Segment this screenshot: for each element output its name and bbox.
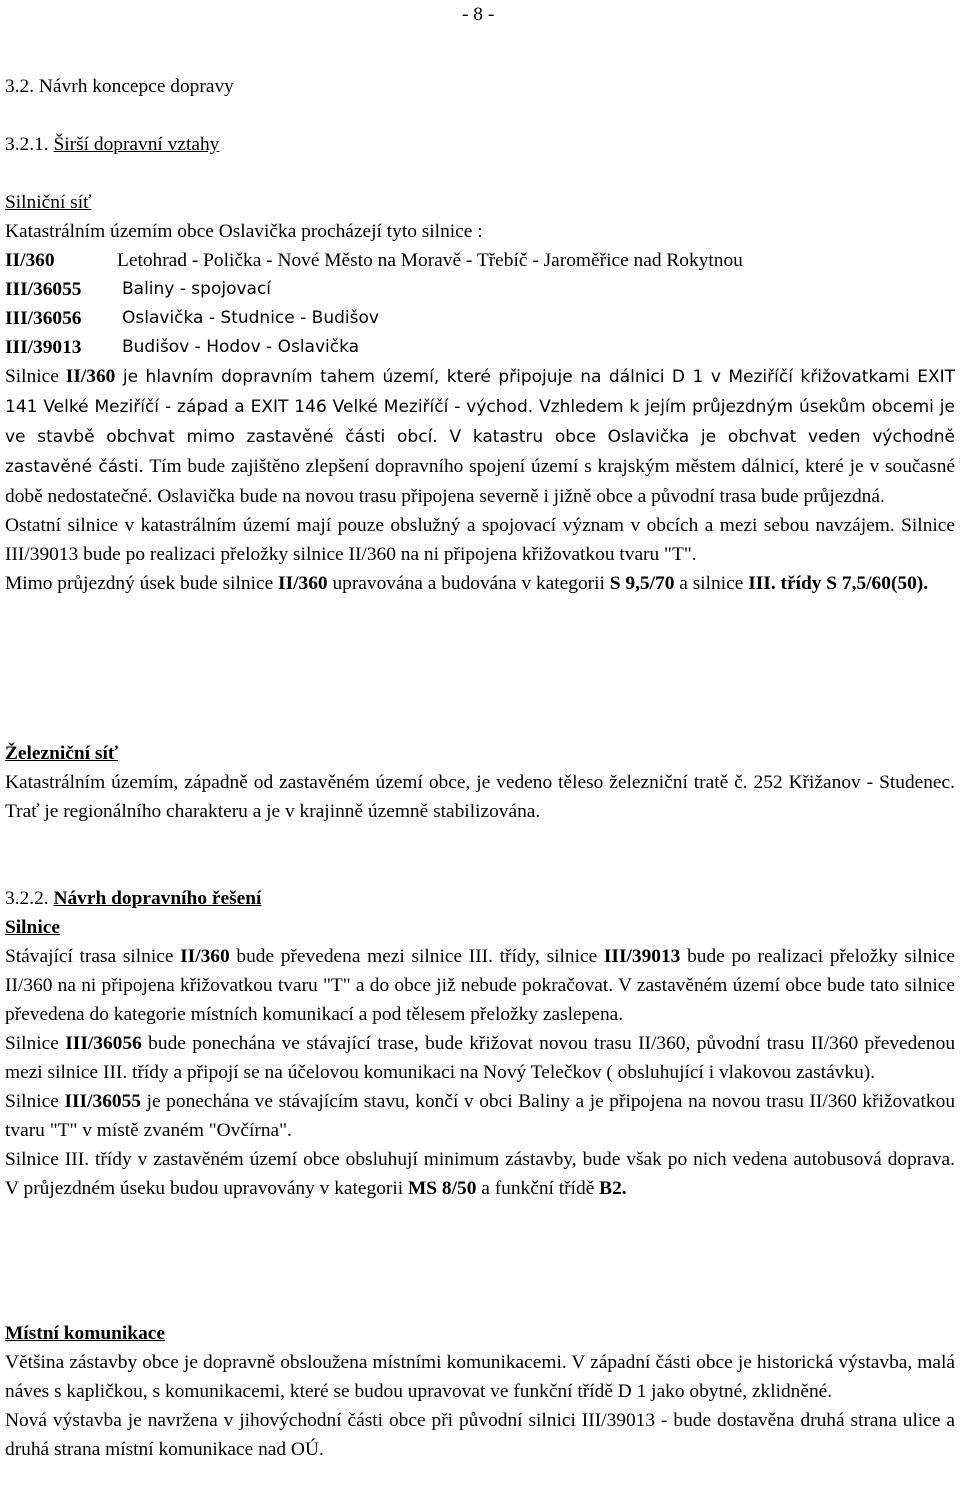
road-id: III/36056 [5,308,82,329]
zeleznicni-sit-heading: Železniční síť [5,743,118,764]
road-row [5,275,955,304]
road-row [5,333,955,362]
road-id: III/36055 [5,279,82,300]
road-row [5,304,955,333]
paragraph: Většina zástavby obce je dopravně obsloužena místními komunikacemi. V západní části obce je historická výstavba, malá náves s kapličkou, s komunikacemi, které se budou upravovat ve funkční třídě D 1 jako obytné, zklidněné. [5,1352,955,1402]
road-route: Letohrad - Polička - Nové Město na Moravě - Třebíč - Jaroměřice nad Rokytnou [117,250,743,271]
category-code: S 9,5/70 [609,573,675,594]
road-id: II/360 [278,573,328,594]
road-id: II/360 [65,366,116,387]
road-route: Oslavička - Studnice - Budišov [122,308,379,328]
section-heading-3-2-2 [5,884,955,913]
road-id: III/39013 [603,946,681,967]
paragraph [5,1029,955,1087]
category-code: B2. [599,1178,627,1199]
road-route: Baliny - spojovací [122,279,272,299]
section-title: Širší dopravní vztahy [53,134,220,155]
paragraph [5,569,955,598]
paragraph: Nová výstavba je navržena v jihovýchodní části obce při původní silnici III/39013 - bude dostavěna druhá strana ulice a druhá strana místní komunikace nad OÚ. [5,1410,955,1460]
section-heading-3-2-1 [5,130,955,159]
silnice-heading: Silnice [5,917,60,938]
zeleznicni-sit-section [5,739,955,826]
text-run: bude po realizaci přeložky silnice II/360 na ni připojena křižovatkou tvaru "T" a do obce již nebude pokračovat. V zastavěném území obce bude tato silnice převedena do kategorie místních komunikací a pod tělesem přeložky zaslepena. [5,946,955,1025]
text-run: upravována a budována v kategorii [327,573,610,594]
road-id: III/36056 [65,1033,142,1054]
silnicni-sit-intro: Katastrálním územím obce Oslavička procházejí tyto silnice : [5,221,483,242]
text-run: bude převedena mezi silnice III. třídy, silnice [229,946,604,967]
paragraph [5,942,955,1029]
road-row [5,246,955,275]
category-code: MS 8/50 [407,1178,477,1199]
text-run: a silnice [674,573,749,594]
paragraph [5,1087,955,1145]
road-id: II/360 [5,250,55,271]
mistni-komunikace-section [5,1319,955,1464]
section-title: Návrh dopravního řešení [53,888,262,909]
text-run: Mimo průjezdný úsek bude silnice [5,573,279,594]
text-run: a funkční třídě [476,1178,600,1199]
mistni-komunikace-heading: Místní komunikace [5,1323,165,1344]
road-route: Budišov - Hodov - Oslavička [122,337,360,357]
text-run: Stávající trasa silnice [5,946,181,967]
road-id: II/360 [180,946,230,967]
section-heading-3-2: 3.2. Návrh koncepce dopravy [5,76,234,97]
page-number: - 8 - [462,4,495,25]
text-run: Silnice III. třídy v zastavěném území obce obsluhují minimum zástavby, bude však po nich vedena autobusová doprava. V průjezdném úseku budou upravovány v kategorii [5,1149,955,1199]
paragraph [5,1145,955,1203]
road-id: III/39013 [5,337,82,358]
text-run: Silnice [5,366,66,387]
paragraph [5,362,955,511]
section-number: 3.2.1. [5,134,54,155]
silnice-section [5,913,955,1203]
silnicni-sit-section [5,188,955,598]
text-run: je hlavním dopravním tahem území, které připojuje na dálnici D 1 v Meziříčí křižovatkami EXIT 141 Velké Meziříčí - západ a EXIT 146 Velké Meziříčí - východ. Vzhledem k jejím průjezdným úsekům obcemi je ve stavbě obchvat mimo zastavěné části obcí. V katastru obce Oslavička je obchvat veden východně zastavěné části. [5,367,955,477]
text-run: Silnice [5,1091,65,1112]
paragraph: Katastrálním územím, západně od zastavěném území obce, je vedeno těleso železniční tratě č. 252 Křižanov - Studenec. Trať je regionálního charakteru a je v krajinně územně stabilizována. [5,772,955,822]
text-run: je ponechána ve stávajícím stavu, končí v obci Baliny a je připojena na novou trasu II/360 křižovatkou tvaru "T" v místě zvaném "Ovčírna". [5,1091,956,1141]
road-id: III/36055 [64,1091,141,1112]
category-code: III. třídy S 7,5/60(50). [748,573,929,594]
section-number: 3.2.2. [5,888,54,909]
silnicni-sit-heading: Silniční síť [5,192,92,213]
text-run: bude ponechána ve stávající trase, bude křižovat novou trasu II/360, původní trasu II/360 převedenou mezi silnice III. třídy a připojí se na účelovou komunikaci na Nový Telečkov ( obsluhující i vlakovou zastávku). [5,1033,956,1083]
text-run: Tím bude zajištěno zlepšení dopravního spojení území s krajským městem dálnicí, které je v současné době nedostatečné. Oslavička bude na novou trasu připojena severně i jižně obce a původní trasa bude průjezdná. [5,456,955,507]
text-run: Silnice [5,1033,66,1054]
paragraph: Ostatní silnice v katastrálním území mají pouze obslužný a spojovací význam v obcích a mezi sebou navzájem. Silnice III/39013 bude po realizaci přeložky silnice II/360 na ni připojena křižovatkou tvaru "T". [5,515,955,565]
